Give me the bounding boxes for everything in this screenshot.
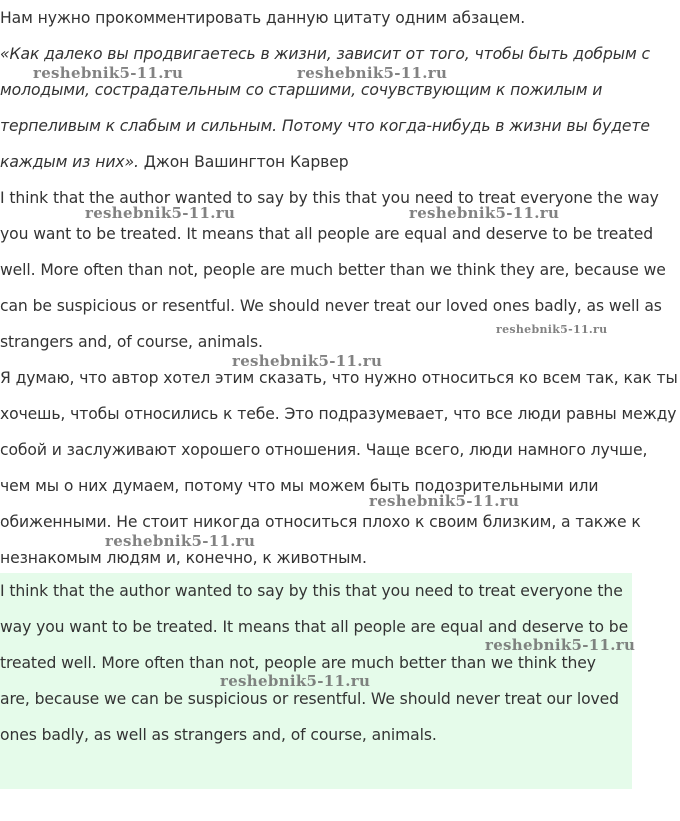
watermark-text: reshebnik5-11.ru xyxy=(496,323,608,336)
russian-translation-paragraph: Я думаю, что автор хотел этим сказать, что нужно относиться ко всем так, как ты хочешь, чтобы относились к тебе. Это подразумевает, что все люди равны между собой и заслуживают хорошего отношения. Чаще всего, люди намного лучше, чем мы о них думаем, потому что мы можем быть подозрительными или обиженными. Не стоит никогда относиться плохо к своим близким, а также к незнакомым людям и, конечно, к животным. xyxy=(0,369,678,567)
watermark-text: reshebnik5-11.ru xyxy=(105,532,256,550)
watermark-text: reshebnik5-11.ru xyxy=(85,204,236,222)
watermark-text: reshebnik5-11.ru xyxy=(232,352,383,370)
quote-text: «Как далеко вы продвигаетесь в жизни, зависит от того, чтобы быть добрым с молодыми, сострадательным со старшими, сочувствующим к пожилым и терпеливым к слабым и сильным. Потому что когда-нибудь в жизни вы будете каждым из них». xyxy=(0,45,650,171)
english-comment-paragraph: I think that the author wanted to say by this that you need to treat everyone the way you want to be treated. It means that all people are equal and deserve to be treated well. More often than not, people are much better than we think they are, because we can be suspicious or resentful. We should never treat our loved ones badly, as well as strangers and, of course, animals. xyxy=(0,189,666,351)
watermark-text: reshebnik5-11.ru xyxy=(485,636,636,654)
watermark-text: reshebnik5-11.ru xyxy=(220,672,371,690)
quote-author: Джон Вашингтон Карвер xyxy=(138,153,349,171)
watermark-text: reshebnik5-11.ru xyxy=(33,64,184,82)
watermark-text: reshebnik5-11.ru xyxy=(369,492,520,510)
answer-paragraph: I think that the author wanted to say by this that you need to treat everyone the way you want to be treated. It means that all people are equal and deserve to be treated well. More often than not, people are much better than we think they are, because we can be suspicious or resentful. We should never treat our loved ones badly, as well as strangers and, of course, animals. xyxy=(0,582,629,744)
watermark-text: reshebnik5-11.ru xyxy=(297,64,448,82)
quote-paragraph xyxy=(0,36,680,180)
task-instruction: Нам нужно прокомментировать данную цитату одним абзацем. xyxy=(0,9,526,27)
watermark-text: reshebnik5-11.ru xyxy=(409,204,560,222)
